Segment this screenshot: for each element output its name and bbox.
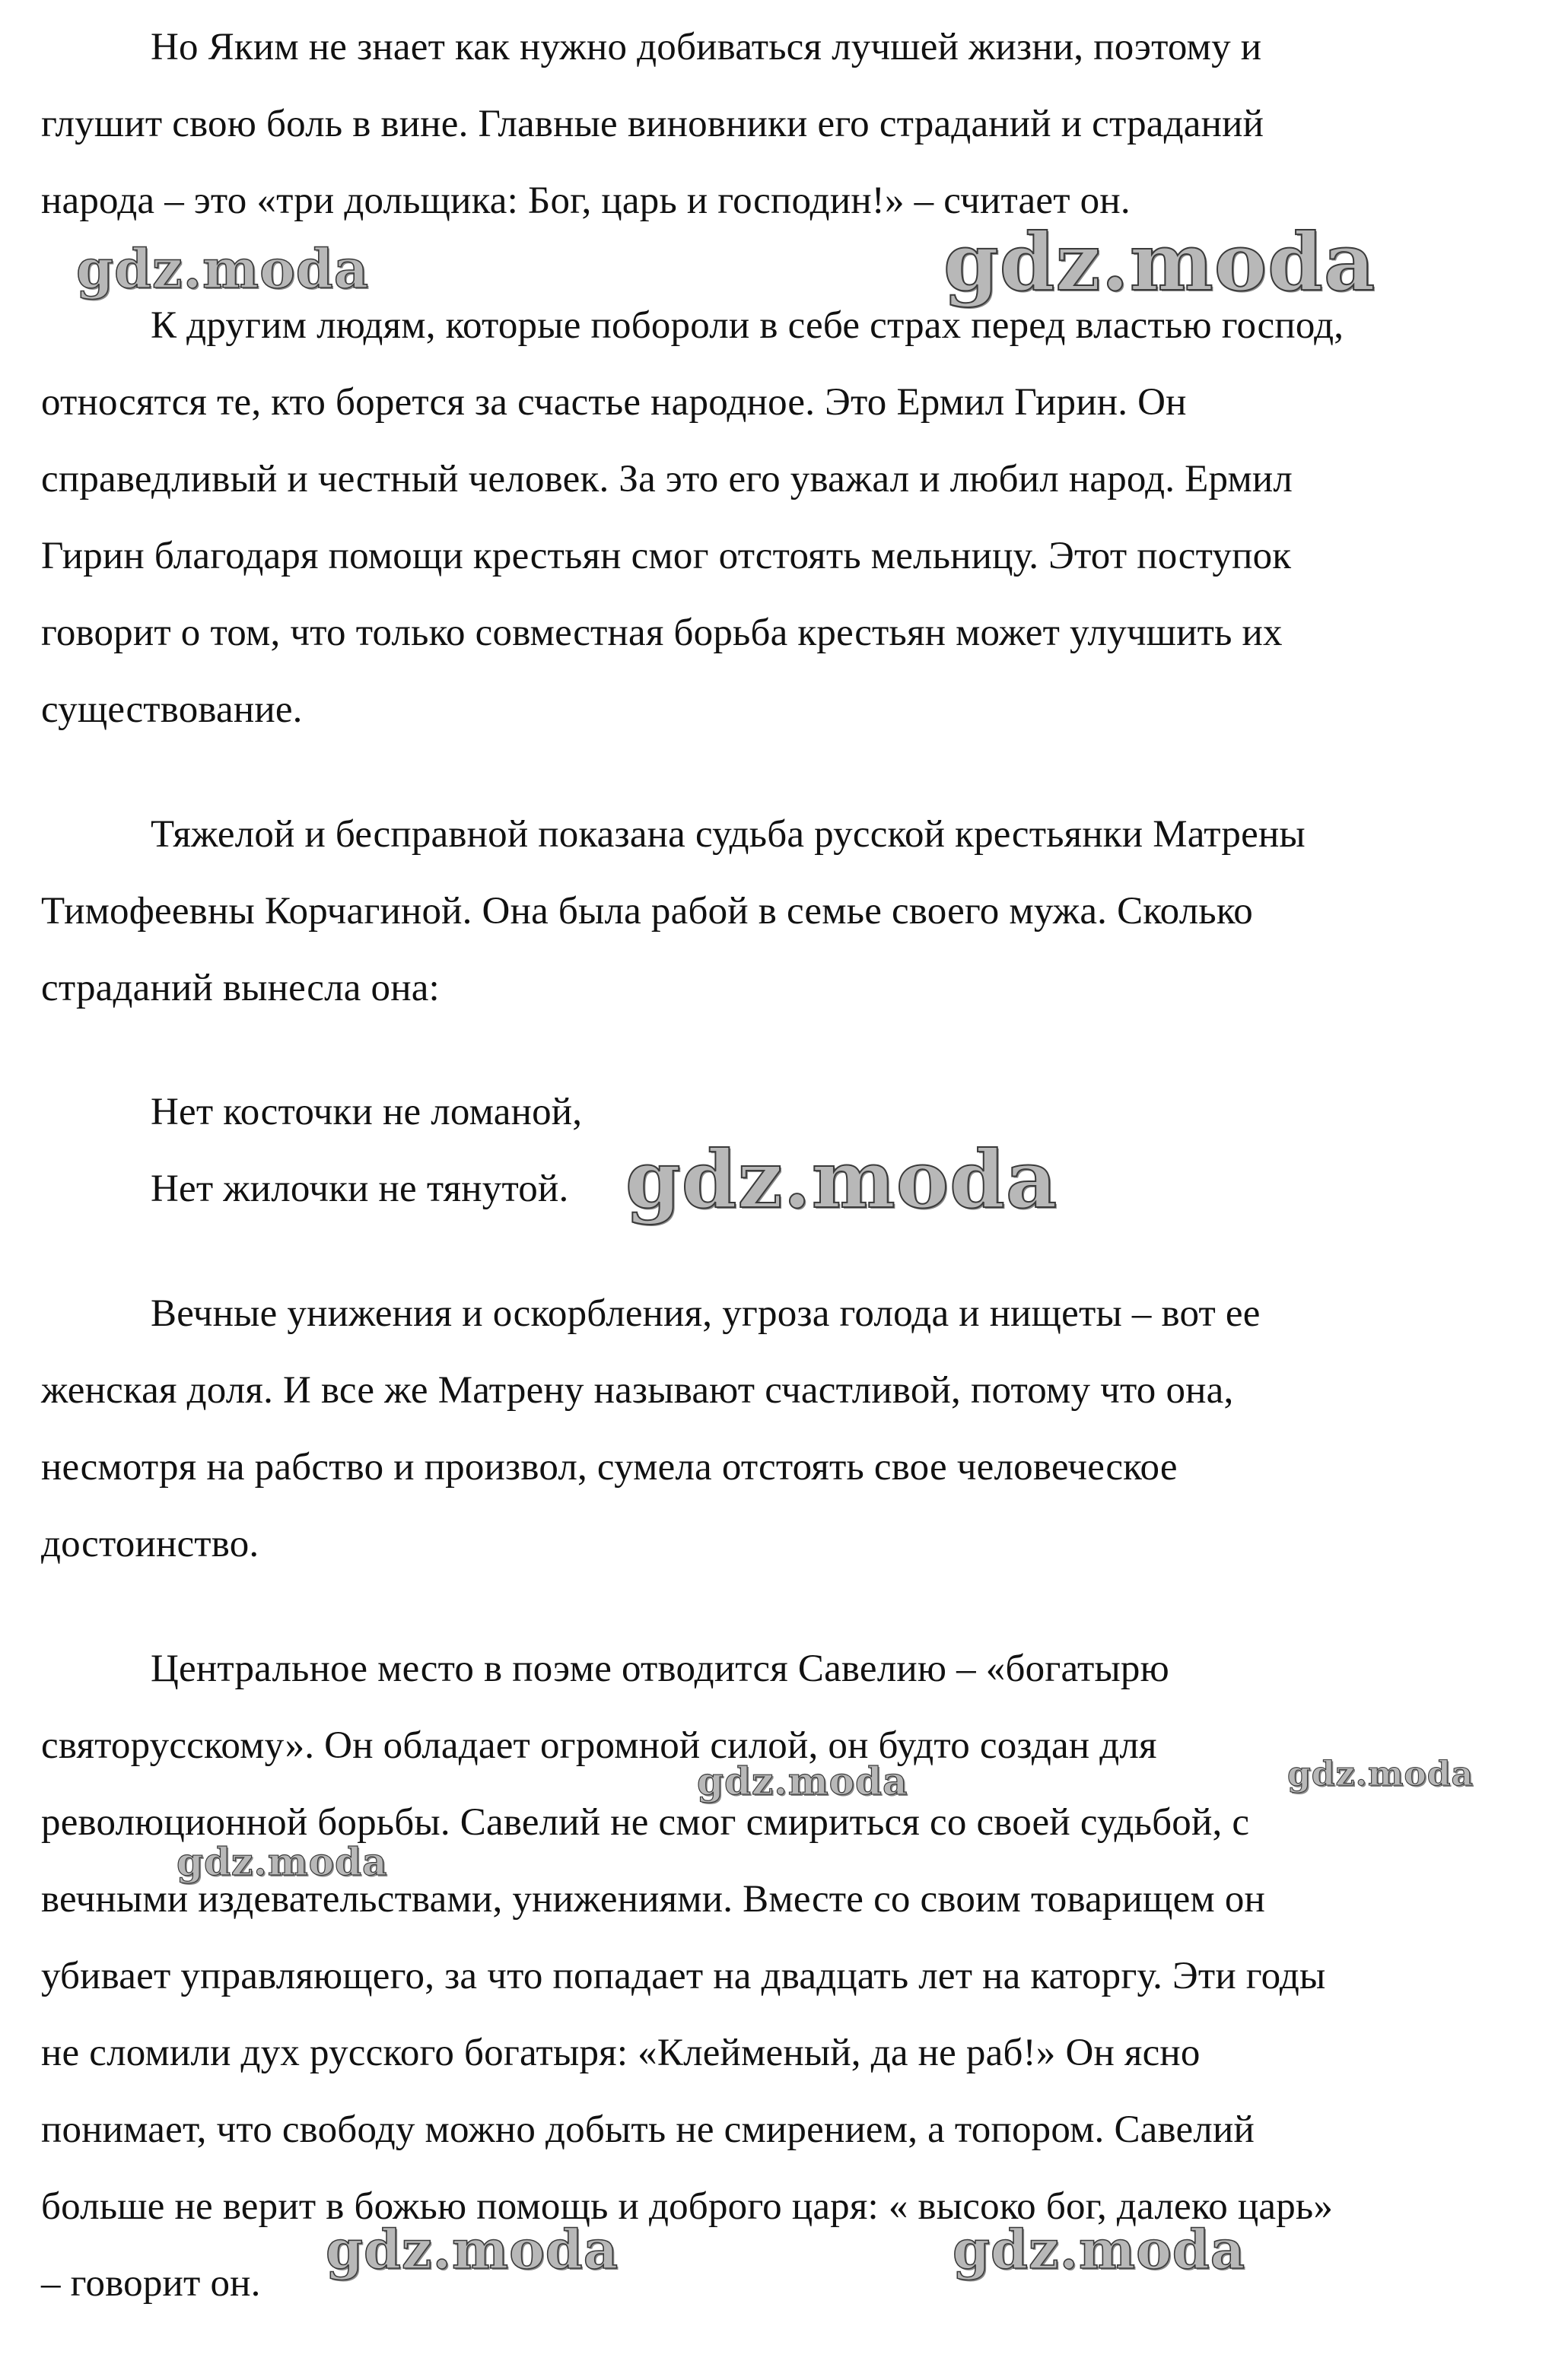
watermark: gdz.moda xyxy=(76,237,370,300)
text-line: несмотря на рабство и произвол, сумела отстоять свое человеческое xyxy=(41,1446,1178,1489)
poem-line: Нет косточки не ломаной, xyxy=(151,1091,583,1133)
text-line: Но Яким не знает как нужно добиваться лучшей жизни, поэтому и xyxy=(151,26,1262,68)
text-line: женская доля. И все же Матрену называют счастливой, потому что она, xyxy=(41,1369,1234,1412)
text-line: Тимофеевны Корчагиной. Она была рабой в семье своего мужа. Сколько xyxy=(41,890,1253,933)
text-line: народа – это «три дольщика: Бог, царь и господин!» – считает он. xyxy=(41,180,1131,222)
text-line: К другим людям, которые побороли в себе страх перед властью господ, xyxy=(151,304,1344,347)
watermark: gdz.moda xyxy=(953,2218,1246,2281)
text-line: святорусскому». Он обладает огромной силой, он будто создан для xyxy=(41,1724,1157,1767)
text-line: справедливый и честный человек. За это его уважал и любил народ. Ермил xyxy=(41,458,1293,500)
text-line: Тяжелой и бесправной показана судьба русской крестьянки Матрены xyxy=(151,813,1306,856)
text-line: достоинство. xyxy=(41,1523,259,1565)
text-line: революционной борьбы. Савелий не смог смириться со своей судьбой, с xyxy=(41,1801,1250,1844)
watermark: gdz.moda xyxy=(943,215,1376,309)
text-line: – говорит он. xyxy=(41,2262,261,2305)
watermark: gdz.moda xyxy=(177,1839,388,1884)
text-line: существование. xyxy=(41,688,303,731)
text-line: убивает управляющего, за что попадает на двадцать лет на каторгу. Эти годы xyxy=(41,1955,1326,1997)
text-line: относятся те, кто борется за счастье народное. Это Ермил Гирин. Он xyxy=(41,381,1187,424)
text-line: вечными издевательствами, унижениями. Вместе со своим товарищем он xyxy=(41,1878,1266,1921)
text-line: понимает, что свободу можно добыть не смирением, а топором. Савелий xyxy=(41,2108,1255,2151)
poem-line: Нет жилочки не тянутой. xyxy=(151,1168,569,1210)
watermark: gdz.moda xyxy=(1287,1755,1474,1794)
text-line: Центральное место в поэме отводится Савелию – «богатырю xyxy=(151,1648,1169,1690)
text-line: Гирин благодаря помощи крестьян смог отстоять мельницу. Этот поступок xyxy=(41,535,1292,577)
text-line: не сломили дух русского богатыря: «Клейменый, да не раб!» Он ясно xyxy=(41,2032,1201,2074)
watermark: gdz.moda xyxy=(697,1759,908,1803)
text-line: Вечные унижения и оскорбления, угроза голода и нищеты – вот ее xyxy=(151,1292,1261,1335)
text-line: глушит свою боль в вине. Главные виновники его страданий и страданий xyxy=(41,103,1264,145)
text-line: говорит о том, что только совместная борьба крестьян может улучшить их xyxy=(41,612,1283,654)
watermark: gdz.moda xyxy=(326,2218,619,2281)
watermark: gdz.moda xyxy=(625,1133,1058,1226)
text-line: страданий вынесла она: xyxy=(41,967,440,1009)
text-line: больше не верит в божью помощь и доброго царя: « высоко бог, далеко царь» xyxy=(41,2185,1334,2228)
